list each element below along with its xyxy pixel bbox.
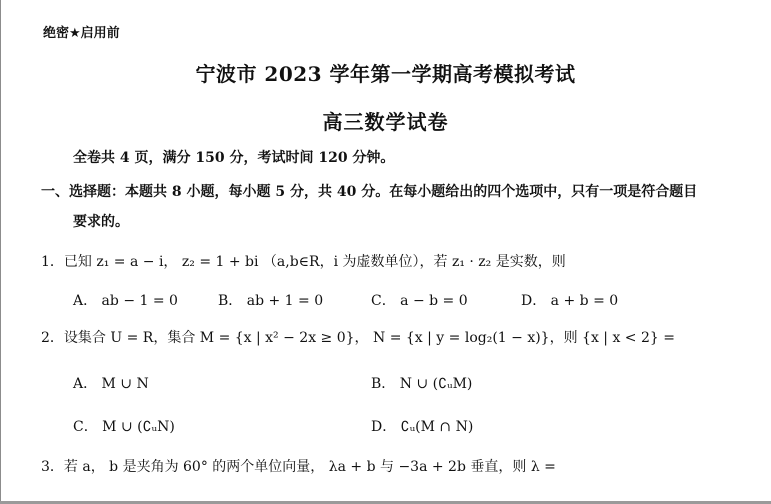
question-3-stem: 3．若 a， b 是夹角为 60° 的两个单位向量， λa + b 与 −3a + 2b 垂直，则 λ = (41, 459, 556, 475)
section-heading: 一、选择题：本题共 8 小题，每小题 5 分，共 40 分。在每小题给出的四个选项中，只有一项是符合题目 (41, 184, 698, 200)
question-1-stem: 1．已知 z₁ = a − i， z₂ = 1 + bi （a,b∈R，i 为虚数单位），若 z₁ · z₂ 是实数，则 (41, 254, 566, 270)
section-heading-continued: 要求的。 (73, 214, 129, 230)
question-2-option-a: A． M ∪ N (73, 376, 149, 392)
question-2-option-c: C． M ∪ (∁ᵤN) (73, 419, 175, 435)
secret-label: 绝密★启用前 (43, 26, 120, 41)
exam-info: 全卷共 4 页，满分 150 分，考试时间 120 分钟。 (73, 150, 395, 166)
question-1-option-d: D． a + b = 0 (521, 293, 619, 309)
question-2-option-d: D． ∁ᵤ(M ∩ N) (371, 419, 474, 435)
question-1-option-c: C． a − b = 0 (371, 293, 468, 309)
exam-title: 宁波市 2023 学年第一学期高考模拟考试 (195, 62, 576, 86)
question-2-option-b: B． N ∪ (∁ᵤM) (371, 376, 473, 392)
question-2-stem: 2．设集合 U = R，集合 M = {x | x² − 2x ≥ 0}， N = {x | y = log₂(1 − x)}，则 {x | x < 2} = (41, 330, 675, 346)
question-1-option-a: A． ab − 1 = 0 (73, 293, 178, 309)
exam-subtitle: 高三数学试卷 (322, 110, 449, 134)
question-1-option-b: B． ab + 1 = 0 (218, 293, 324, 309)
